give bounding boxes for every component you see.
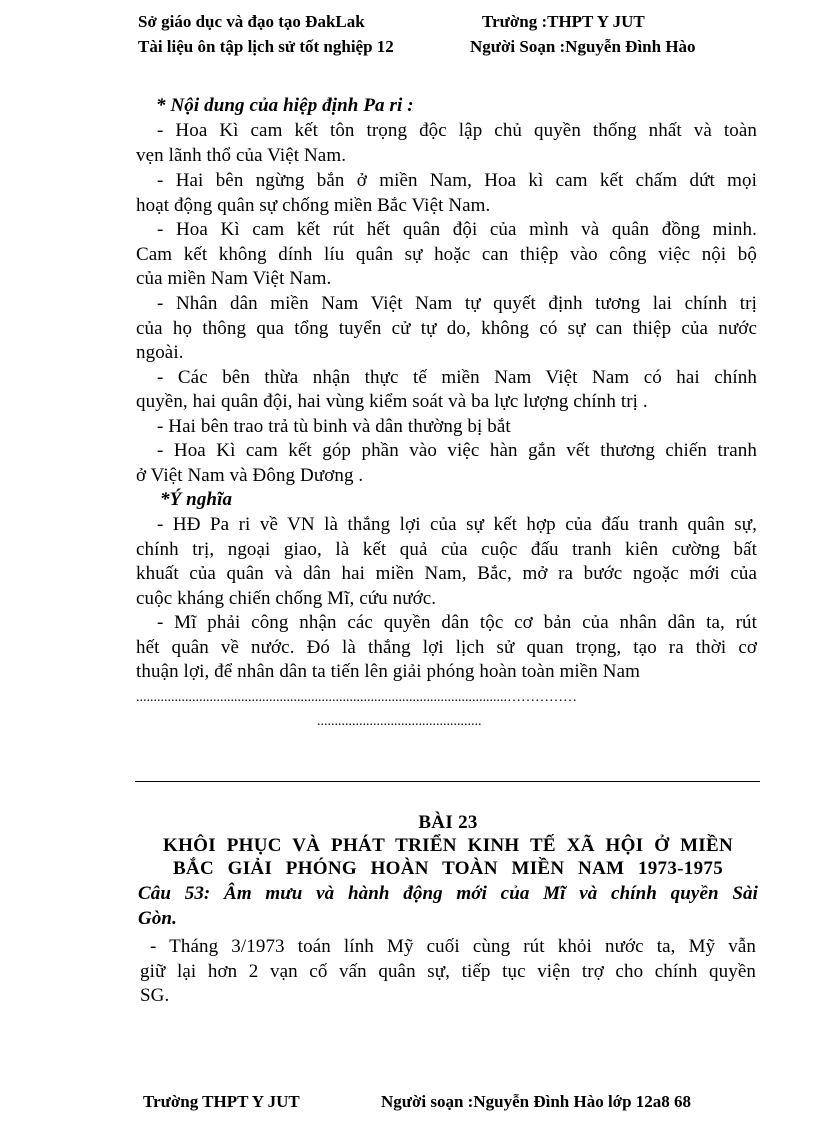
- header-author: Người Soạn :Nguyễn Đình Hào: [470, 37, 696, 56]
- paragraph-line: chính trị, ngoại giao, là kết quả của cuộc đấu tranh kiên cường bất: [136, 539, 757, 560]
- paragraph-line: - Hoa Kì cam kết góp phần vào việc hàn gắn vết thương chiến tranh: [157, 440, 757, 461]
- paragraph-line: giữ lại hơn 2 vạn cố vấn quân sự, tiếp tục viện trợ cho chính quyền: [140, 961, 756, 982]
- footer-author: Người soạn :Nguyễn Đình Hào lớp 12a8 68: [381, 1092, 692, 1111]
- paragraph-line: vẹn lãnh thổ của Việt Nam.: [136, 145, 347, 166]
- dotted-fill-line: ..........................................................................................................……………: [136, 690, 577, 705]
- paragraph-line: - Hoa Kì cam kết rút hết quân đội của mình và quân đồng minh.: [157, 219, 757, 240]
- paragraph-line: - Hai bên trao trả tù binh và dân thường bị bắt: [157, 416, 511, 437]
- paragraph-line: quyền, hai quân đội, hai vùng kiểm soát và ba lực lượng chính trị .: [136, 391, 648, 412]
- paragraph-line: - HĐ Pa ri về VN là thắng lợi của sự kết hợp của đấu tranh quân sự,: [157, 514, 757, 535]
- question-heading: Câu 53: Âm mưu và hành động mới của Mĩ và chính quyền Sài: [138, 883, 758, 904]
- paragraph-line: - Hai bên ngừng bắn ở miền Nam, Hoa kì cam kết chấm dứt mọi: [157, 170, 757, 191]
- lesson-title-line1: KHÔI PHỤC VÀ PHÁT TRIỂN KINH TẾ XÃ HỘI Ở MIỀN: [163, 835, 733, 856]
- paragraph-line: khuất của quân và dân hai miền Nam, Bắc, mở ra bước ngoặc mới của: [136, 563, 757, 584]
- paragraph-line: - Hoa Kì cam kết tôn trọng độc lập chủ quyền thống nhất và toàn: [157, 120, 757, 141]
- paragraph-line: hoạt động quân sự chống miền Bắc Việt Nam.: [136, 195, 491, 216]
- dotted-fill-line-short: ...............................................: [317, 714, 482, 729]
- section-heading-meaning: *Ý nghĩa: [160, 489, 233, 510]
- header-school-dept: Sở giáo dục và đạo tạo ĐakLak: [138, 12, 365, 31]
- paragraph-line: của họ thông qua tổng tuyển cử tự do, không có sự can thiệp của nước: [136, 318, 757, 339]
- paragraph-line: của miền Nam Việt Nam.: [136, 268, 332, 289]
- paragraph-line: hết quân về nước. Đó là thắng lợi lịch sử quan trọng, tạo ra thời cơ: [136, 637, 757, 658]
- paragraph-line: - Các bên thừa nhận thực tế miền Nam Việt Nam có hai chính: [157, 367, 757, 388]
- lesson-title-line2: BẮC GIẢI PHÓNG HOÀN TOÀN MIỀN NAM 1973-1975: [173, 858, 723, 879]
- question-heading-cont: Gòn.: [138, 908, 177, 929]
- paragraph-line: thuận lợi, để nhân dân ta tiến lên giải phóng hoàn toàn miền Nam: [136, 661, 640, 682]
- paragraph-line: - Mĩ phải công nhận các quyền dân tộc cơ bản của nhân dân ta, rút: [157, 612, 757, 633]
- paragraph-line: Cam kết không dính líu quân sự hoặc can thiệp vào công việc nội bộ: [136, 244, 757, 265]
- paragraph-line: SG.: [140, 985, 170, 1006]
- horizontal-divider: [135, 781, 760, 782]
- section-heading-content: * Nội dung của hiệp định Pa ri :: [156, 95, 414, 116]
- paragraph-line: ở Việt Nam và Đông Dương .: [136, 465, 364, 486]
- header-school-name: Trường :THPT Y JUT: [482, 12, 645, 31]
- lesson-number: BÀI 23: [418, 812, 478, 833]
- paragraph-line: cuộc kháng chiến chống Mĩ, cứu nước.: [136, 588, 437, 609]
- paragraph-line: - Tháng 3/1973 toán lính Mỹ cuối cùng rút khỏi nước ta, Mỹ vẫn: [150, 936, 756, 957]
- paragraph-line: ngoài.: [136, 342, 184, 363]
- header-doc-title: Tài liệu ôn tập lịch sử tốt nghiệp 12: [138, 37, 394, 56]
- footer-school: Trường THPT Y JUT: [143, 1092, 300, 1111]
- paragraph-line: - Nhân dân miền Nam Việt Nam tự quyết định tương lai chính trị: [157, 293, 757, 314]
